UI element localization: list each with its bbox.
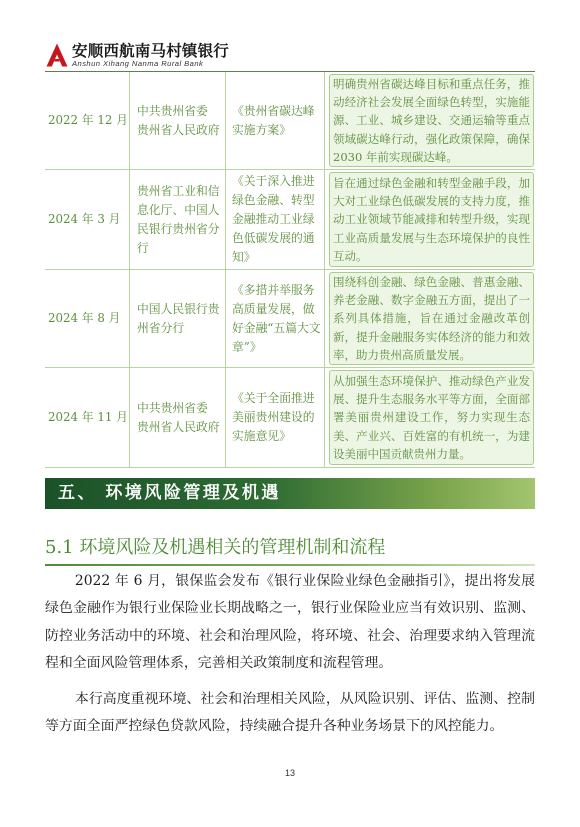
policy-summary-text: 从加强生态环境保护、推动绿色产业发展、提升生态服务水平等方面，全面部署美丽贵州建设工作，努力实现生态美、产业兴、百姓富的有机统一，为建设美丽中国贡献贵州力量。 (333, 373, 530, 461)
policy-table (45, 72, 535, 468)
policy-issuer-cell: 中共贵州省委 贵州省人民政府 (130, 368, 226, 467)
bank-logo-icon (45, 42, 69, 68)
policy-row (45, 270, 535, 368)
policy-row (45, 72, 535, 170)
subsection-title: 5.1 环境风险及机遇相关的管理机制和流程 (45, 537, 386, 558)
body-text (45, 568, 535, 740)
policy-summary-cell (325, 72, 535, 169)
bank-name: 安顺西航南马村镇银行 (72, 41, 230, 60)
policy-document-cell: 《关于全面推进美丽贵州建设的实施意见》 (226, 368, 325, 467)
bank-logo-graphic (45, 42, 69, 68)
policy-summary-cell (325, 368, 535, 467)
policy-date-cell: 2022 年 12 月 (45, 72, 130, 169)
policy-document-cell: 《多措并举服务高质量发展，做好金融“五篇大文章”》 (226, 270, 325, 367)
policy-document-cell: 《贵州省碳达峰实施方案》 (226, 72, 325, 169)
policy-issuer-cell: 贵州省工业和信息化厅、中国人民银行贵州省分行 (130, 170, 226, 269)
policy-summary-text: 围绕科创金融、绿色金融、普惠金融、养老金融、数字金融五方面，提出了一系列具体措施，旨在通过金融改革创新，提升金融服务实体经济的能力和效率，助力贵州高质量发展。 (333, 275, 530, 362)
policy-issuer-cell: 中国人民银行贵州省分行 (130, 270, 226, 367)
policy-date-cell: 2024 年 3 月 (45, 170, 130, 269)
body-paragraph: 2022 年 6 月，银保监会发布《银行业保险业绿色金融指引》，提出将发展绿色金融作为银行业保险业长期战略之一，银行业保险业应当有效识别、监测、防控业务活动中的环境、社会和治理风险，将环境、社会、治理要求纳入管理流程和全面风险管理体系，完善相关政策制度和流程管理。 (45, 573, 535, 672)
policy-date-cell: 2024 年 11 月 (45, 368, 130, 467)
policy-date-cell: 2024 年 8 月 (45, 270, 130, 367)
section-title: 五、 环境风险管理及机遇 (58, 483, 281, 503)
policy-summary-box (329, 172, 534, 267)
section-banner (45, 478, 535, 509)
page-number: 13 (284, 768, 295, 778)
policy-summary-box (329, 272, 534, 365)
subsection-underline (45, 564, 535, 566)
policy-row (45, 170, 535, 270)
policy-summary-box (329, 74, 534, 167)
policy-summary-cell (325, 170, 535, 269)
policy-summary-box (329, 370, 534, 465)
policy-document-cell: 《关于深入推进绿色金融、转型金融推动工业绿色低碳发展的通知》 (226, 170, 325, 269)
bank-name-english: Anshun Xihang Nanma Rural Bank (72, 59, 204, 68)
policy-issuer-cell: 中共贵州省委 贵州省人民政府 (130, 72, 226, 169)
policy-summary-text: 旨在通过绿色金融和转型金融手段，加大对工业绿色低碳发展的支持力度，推动工业领域节能减排和转型升级，实现工业高质量发展与生态环境保护的良性互动。 (333, 175, 530, 263)
policy-summary-text: 明确贵州省碳达峰目标和重点任务，推动经济社会发展全面绿色转型，实施能源、工业、城乡建设、交通运输等重点领域碳达峰行动，强化政策保障，确保2030 年前实现碳达峰。 (333, 77, 530, 164)
policy-summary-cell (325, 270, 535, 367)
policy-row (45, 368, 535, 468)
body-paragraph: 本行高度重视环境、社会和治理相关风险，从风险识别、评估、监测、控制等方面全面严控绿色贷款风险，持续融合提升各种业务场景下的风控能力。 (45, 690, 535, 735)
